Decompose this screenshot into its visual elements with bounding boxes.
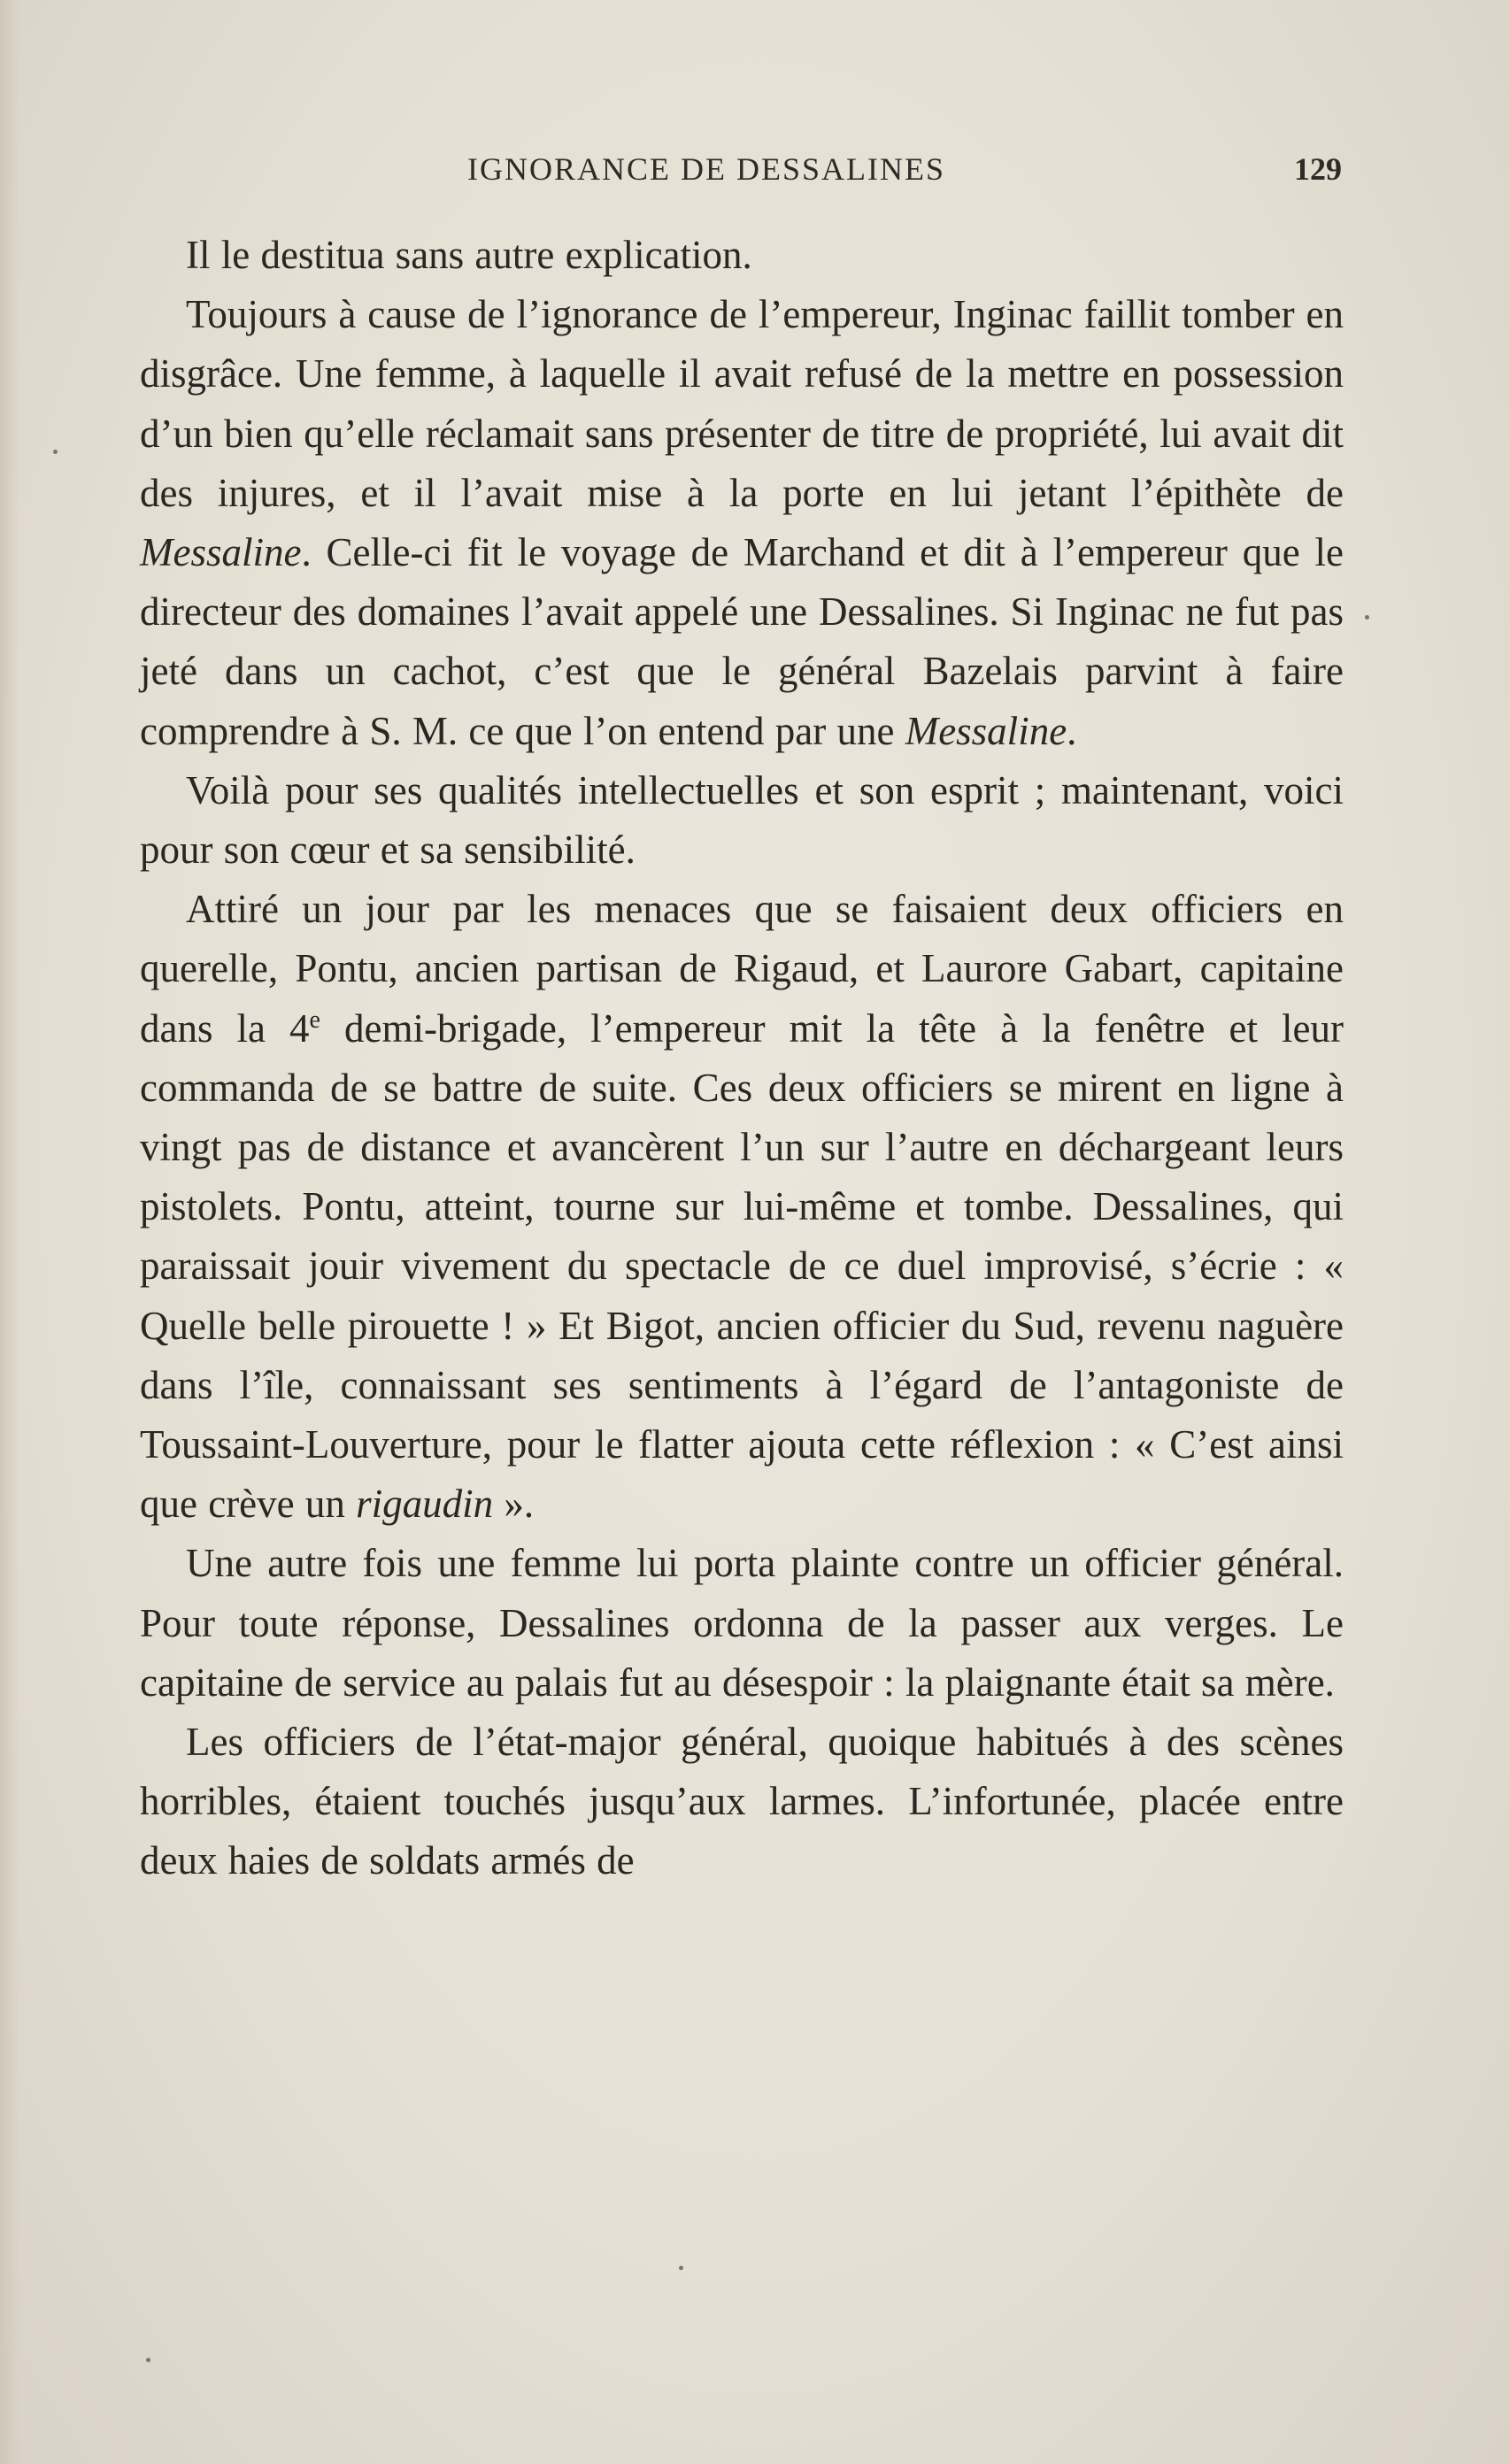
emphasis-messaline-1: Messaline: [140, 530, 302, 575]
paragraph-5: [140, 1534, 1344, 1713]
running-title: IGNORANCE DE DESSALINES: [467, 151, 945, 187]
paragraph-3: [140, 761, 1344, 880]
paper-speck: [1365, 615, 1369, 620]
paragraph-1: [140, 226, 1344, 285]
paper-speck: [679, 2266, 683, 2270]
page-shadow-edge: [0, 0, 19, 2464]
paragraph-4: [140, 880, 1344, 1534]
paragraph-4-text-b: demi-brigade, l’empereur mit la tête à la fenêtre et leur commanda de se battre de suite. Ces deux officiers se mirent en ligne à vingt pas de distance et avancèrent l’un sur l’autre en déchargeant leurs pistolets. Pontu, atteint, tourne sur lui-même et tombe. Dessalines, qui paraissait jouir vivement du spectacle de ce duel improvisé, s’écrie : « Quelle belle pirouette ! » Et Bigot, ancien officier du Sud, revenu naguère dans l’île, connaissant ses sentiments à l’égard de l’antagoniste de Toussaint-Louverture, pour le flatter ajouta cette réflexion : « C’est ainsi que crève un: [140, 1005, 1344, 1527]
paragraph-2-text-b: . Celle-ci fit le voyage de Marchand et dit à l’empereur que le directeur des domaines l’avait appelé une Dessalines. Si Inginac ne fut pas jeté dans un cachot, c’est que le général Bazelais parvint à faire comprendre à S. M. ce que l’on entend par une: [140, 530, 1344, 753]
page-number: 129: [1294, 151, 1342, 187]
paragraph-2: [140, 285, 1344, 761]
paragraph-6: [140, 1713, 1344, 1891]
emphasis-rigaudin: rigaudin: [356, 1482, 494, 1527]
paragraph-4-text-a: Attiré un jour par les menaces que se faisaient deux officiers en querelle, Pontu, ancien partisan de Rigaud, et Laurore Gabart, capitaine dans la 4: [140, 887, 1344, 1051]
superscript-e: e: [309, 1005, 320, 1034]
paper-speck: [146, 2358, 150, 2362]
paragraph-1-text: Il le destitua sans autre explication.: [186, 233, 752, 277]
paragraph-3-text: Voilà pour ses qualités intellectuelles et son esprit ; maintenant, voici pour son cœur et sa sensibilité.: [140, 767, 1344, 873]
paragraph-5-text: Une autre fois une femme lui porta plainte contre un officier général. Pour toute réponse, Dessalines ordonna de la passer aux verges. Le capitaine de service au palais fut au désespoir : la plaignante était sa mère.: [140, 1541, 1344, 1705]
paragraph-2-text-a: Toujours à cause de l’ignorance de l’empereur, Inginac faillit tomber en disgrâce. Une femme, à laquelle il avait refusé de la mettre en possession d’un bien qu’elle réclamait sans présenter de titre de propriété, lui avait dit des injures, et il l’avait mise à la porte en lui jetant l’épithète de: [140, 292, 1344, 515]
body-text: [140, 226, 1344, 1891]
paragraph-2-text-c: .: [1067, 708, 1077, 753]
page-header: [0, 150, 1510, 204]
emphasis-messaline-2: Messaline: [905, 708, 1067, 753]
paragraph-6-text: Les officiers de l’état-major général, quoique habitués à des scènes horribles, étaient touchés jusqu’aux larmes. L’infortunée, placée entre deux haies de soldats armés de: [140, 1720, 1344, 1883]
paper-speck: [53, 450, 58, 454]
paragraph-4-text-c: ».: [493, 1482, 535, 1527]
